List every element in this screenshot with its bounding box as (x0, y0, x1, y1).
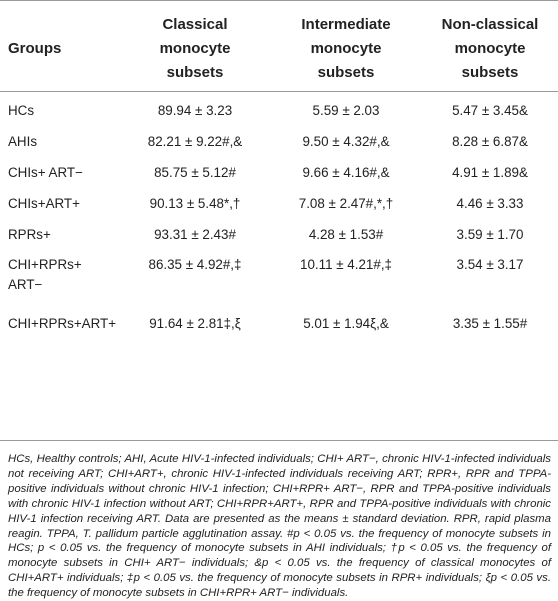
group-cell: CHIs+ART+ (8, 196, 80, 211)
table-row (0, 188, 558, 219)
group-cell: CHI+RPRs+ ART− (8, 257, 82, 292)
intermediate-cell: 5.59 ± 2.03 (312, 103, 380, 118)
nonclassical-cell: 8.28 ± 6.87& (452, 134, 528, 149)
table-body (0, 93, 558, 340)
table-row (0, 127, 558, 157)
classical-cell: 93.31 ± 2.43# (154, 227, 236, 242)
classical-cell: 89.94 ± 3.23 (157, 103, 233, 118)
intermediate-cell: 9.50 ± 4.32#,& (302, 134, 390, 149)
header-groups: Groups (8, 40, 62, 57)
classical-cell: 90.13 ± 5.48*,† (149, 196, 241, 211)
table-row (0, 93, 558, 127)
group-cell: CHI+RPRs+ART+ (8, 316, 117, 331)
classical-cell: 82.21 ± 9.22#,& (147, 134, 243, 149)
header-nonclassical: Non-classical monocyte subsets (441, 16, 539, 81)
intermediate-cell: 5.01 ± 1.94ξ,& (303, 316, 389, 331)
header-intermediate: Intermediate monocyte subsets (301, 16, 391, 81)
nonclassical-cell: 4.46 ± 3.33 (456, 196, 524, 211)
classical-cell: 91.64 ± 2.81‡,ξ (149, 316, 241, 331)
group-cell: RPRs+ (8, 227, 51, 242)
nonclassical-cell: 5.47 ± 3.45& (452, 103, 528, 118)
header-classical: Classical monocyte subsets (159, 16, 231, 81)
intermediate-cell: 10.11 ± 4.21#,‡ (300, 257, 392, 272)
classical-cell: 86.35 ± 4.92#,‡ (148, 257, 242, 272)
intermediate-cell: 9.66 ± 4.16#,& (302, 165, 390, 180)
table-footnote: HCs, Healthy controls; AHI, Acute HIV-1-infected individuals; CHI+ ART−, chronic HIV-1-infected individuals not receiving ART; CHI+ART+, chronic HIV-1-infected individuals receiving ART; RPR+, RPR and TPPA-positive individuals without chronic HIV-1 infection; CHI+RPR+ ART−, RPR and TPPA-positive individuals with chronic HIV-1 infection without ART; CHI+RPR+ART+, RPR and TPPA-positive individuals with chronic HIV-1 infection receiving ART. Data are presented as the means ± standard deviation. RPR, rapid plasma reagin. TPPA, T. pallidum particle agglutination assay. #p < 0.05 vs. the frequency of monocyte subsets in HCs; p < 0.05 vs. the frequency of monocyte subsets in AHI individuals; †p < 0.05 vs. the frequency of monocyte subsets in CHI+ ART− individuals; &p < 0.05 vs. the frequency of classical monocytes of CHI+ART+ individuals; ‡p < 0.05 vs. the frequency of monocyte subsets in RPR+ individuals; ξp < 0.05 vs. the frequency of monocyte subsets in CHI+RPR+ ART− individuals. (8, 453, 551, 600)
table-row (0, 219, 558, 250)
nonclassical-cell: 3.35 ± 1.55# (452, 316, 528, 331)
classical-cell: 85.75 ± 5.12# (154, 165, 236, 180)
group-cell: AHIs (8, 134, 38, 149)
table-row (0, 308, 558, 340)
table-row (0, 250, 558, 308)
nonclassical-cell: 4.91 ± 1.89& (452, 165, 528, 180)
nonclassical-cell: 3.59 ± 1.70 (456, 227, 524, 242)
table-header-rule (0, 91, 558, 92)
intermediate-cell: 4.28 ± 1.53# (308, 227, 384, 242)
intermediate-cell: 7.08 ± 2.47#,*,† (298, 196, 394, 211)
group-cell: HCs (8, 103, 35, 118)
group-cell: CHIs+ ART− (8, 165, 83, 180)
table-bottom-rule (0, 440, 558, 441)
nonclassical-cell: 3.54 ± 3.17 (456, 257, 524, 272)
table-row (0, 157, 558, 188)
table-top-rule (0, 0, 558, 1)
